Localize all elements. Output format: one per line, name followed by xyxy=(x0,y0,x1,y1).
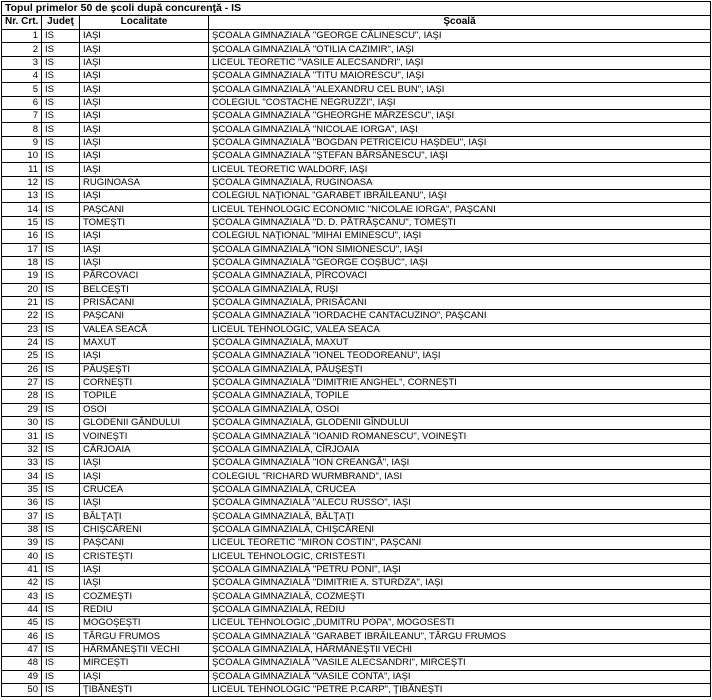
cell-scoala: ŞCOALA GIMNAZIALĂ "GEORGE COŞBUC", IAŞI xyxy=(209,256,711,269)
table-row xyxy=(2,336,711,349)
cell-scoala: ŞCOALA GIMNAZIALĂ "ION SIMIONESCU", IAŞI xyxy=(209,243,711,256)
cell-localitate: IAŞI xyxy=(80,190,209,203)
cell-localitate: IAŞI xyxy=(80,150,209,163)
cell-localitate: VALEA SEACĂ xyxy=(80,323,209,336)
cell-localitate: HĂRMĂNEŞTII VECHI xyxy=(80,643,209,656)
table-row xyxy=(2,443,711,456)
cell-judet: IS xyxy=(42,470,80,483)
table-row xyxy=(2,483,711,496)
table-row xyxy=(2,457,711,470)
cell-judet: IS xyxy=(42,550,80,563)
cell-localitate: TOMEŞTI xyxy=(80,216,209,229)
cell-localitate: ŢIBĂNEŞTI xyxy=(80,683,209,696)
cell-localitate: IAŞI xyxy=(80,457,209,470)
cell-scoala: ŞCOALA GIMNAZIALĂ "DIMITRIE A. STURDZA", IAŞI xyxy=(209,577,711,590)
cell-judet: IS xyxy=(42,176,80,189)
cell-localitate: IAŞI xyxy=(80,577,209,590)
table-row xyxy=(2,296,711,309)
cell-localitate: PAŞCANI xyxy=(80,537,209,550)
column-header-nr-crt: Nr. Crt. xyxy=(2,16,42,30)
cell-nr-crt: 46 xyxy=(2,630,42,643)
cell-scoala: ŞCOALA GIMNAZIALĂ "ION CREANGĂ", IAŞI xyxy=(209,457,711,470)
cell-nr-crt: 28 xyxy=(2,390,42,403)
cell-localitate: CRISTEŞTI xyxy=(80,550,209,563)
cell-scoala: ŞCOALA GIMNAZIALĂ "TITU MAIORESCU", IAŞI xyxy=(209,70,711,83)
cell-judet: IS xyxy=(42,323,80,336)
cell-judet: IS xyxy=(42,256,80,269)
cell-nr-crt: 16 xyxy=(2,230,42,243)
cell-scoala: LICEUL TEHNOLOGIC, CRISTESTI xyxy=(209,550,711,563)
table-row xyxy=(2,216,711,229)
cell-judet: IS xyxy=(42,136,80,149)
table-row xyxy=(2,390,711,403)
cell-judet: IS xyxy=(42,283,80,296)
cell-nr-crt: 4 xyxy=(2,70,42,83)
cell-nr-crt: 45 xyxy=(2,617,42,630)
cell-localitate: MIRCEŞTI xyxy=(80,657,209,670)
cell-localitate: RUGINOASA xyxy=(80,176,209,189)
cell-scoala: ŞCOALA GIMNAZIALĂ "BOGDAN PETRICEICU HAŞDEU", IAŞI xyxy=(209,136,711,149)
cell-nr-crt: 27 xyxy=(2,376,42,389)
cell-localitate: IAŞI xyxy=(80,96,209,109)
cell-localitate: IAŞI xyxy=(80,83,209,96)
cell-scoala: ŞCOALA GIMNAZIALĂ, CHIŞCĂRENI xyxy=(209,523,711,536)
cell-judet: IS xyxy=(42,603,80,616)
cell-scoala: ŞCOALA GIMNAZIALĂ, REDIU xyxy=(209,603,711,616)
table-row xyxy=(2,56,711,69)
cell-judet: IS xyxy=(42,416,80,429)
table-row xyxy=(2,363,711,376)
cell-nr-crt: 50 xyxy=(2,683,42,696)
cell-judet: IS xyxy=(42,270,80,283)
table-row xyxy=(2,350,711,363)
table-row xyxy=(2,283,711,296)
title-row xyxy=(2,2,711,16)
cell-judet: IS xyxy=(42,350,80,363)
cell-scoala: ŞCOALA GIMNAZIALĂ "VASILE CONTA", IAŞI xyxy=(209,670,711,683)
cell-scoala: ŞCOALA GIMNAZIALĂ, GLODENII GÎNDULUI xyxy=(209,416,711,429)
cell-localitate: IAŞI xyxy=(80,43,209,56)
table-row xyxy=(2,43,711,56)
cell-judet: IS xyxy=(42,150,80,163)
cell-localitate: IAŞI xyxy=(80,123,209,136)
cell-localitate: CORNEŞTI xyxy=(80,376,209,389)
cell-nr-crt: 36 xyxy=(2,497,42,510)
cell-judet: IS xyxy=(42,390,80,403)
cell-nr-crt: 13 xyxy=(2,190,42,203)
cell-nr-crt: 44 xyxy=(2,603,42,616)
cell-nr-crt: 31 xyxy=(2,430,42,443)
table-row xyxy=(2,537,711,550)
cell-nr-crt: 5 xyxy=(2,83,42,96)
cell-nr-crt: 29 xyxy=(2,403,42,416)
cell-scoala: ŞCOALA GIMNAZIALĂ, MAXUT xyxy=(209,336,711,349)
cell-nr-crt: 42 xyxy=(2,577,42,590)
cell-localitate: CÂRJOAIA xyxy=(80,443,209,456)
table-row xyxy=(2,256,711,269)
cell-localitate: IAŞI xyxy=(80,230,209,243)
table-row xyxy=(2,83,711,96)
cell-judet: IS xyxy=(42,243,80,256)
cell-nr-crt: 22 xyxy=(2,310,42,323)
cell-localitate: REDIU xyxy=(80,603,209,616)
cell-judet: IS xyxy=(42,670,80,683)
cell-judet: IS xyxy=(42,577,80,590)
table-row xyxy=(2,430,711,443)
column-header-judet: Judeţ xyxy=(42,16,80,30)
cell-localitate: PRISĂCANI xyxy=(80,296,209,309)
cell-judet: IS xyxy=(42,296,80,309)
cell-localitate: IAŞI xyxy=(80,497,209,510)
cell-localitate: MOGOŞEŞTI xyxy=(80,617,209,630)
cell-localitate: IAŞI xyxy=(80,163,209,176)
cell-localitate: IAŞI xyxy=(80,243,209,256)
table-row xyxy=(2,510,711,523)
cell-judet: IS xyxy=(42,523,80,536)
cell-localitate: TOPILE xyxy=(80,390,209,403)
cell-nr-crt: 41 xyxy=(2,563,42,576)
table-row xyxy=(2,163,711,176)
table-row xyxy=(2,643,711,656)
cell-nr-crt: 18 xyxy=(2,256,42,269)
cell-scoala: ŞCOALA GIMNAZIALĂ, TOPILE xyxy=(209,390,711,403)
cell-scoala: COLEGIUL "COSTACHE NEGRUZZI", IAŞI xyxy=(209,96,711,109)
cell-judet: IS xyxy=(42,56,80,69)
cell-judet: IS xyxy=(42,96,80,109)
cell-judet: IS xyxy=(42,216,80,229)
cell-localitate: PÂRCOVACI xyxy=(80,270,209,283)
cell-scoala: ŞCOALA GIMNAZIALĂ, HĂRMĂNEŞTII VECHI xyxy=(209,643,711,656)
table-row xyxy=(2,70,711,83)
table-row xyxy=(2,603,711,616)
table-row xyxy=(2,550,711,563)
table-row xyxy=(2,150,711,163)
cell-nr-crt: 14 xyxy=(2,203,42,216)
cell-localitate: IAŞI xyxy=(80,56,209,69)
table-row xyxy=(2,203,711,216)
cell-localitate: IAŞI xyxy=(80,110,209,123)
cell-nr-crt: 47 xyxy=(2,643,42,656)
cell-judet: IS xyxy=(42,457,80,470)
cell-nr-crt: 20 xyxy=(2,283,42,296)
cell-scoala: COLEGIUL "RICHARD WURMBRAND", IASI xyxy=(209,470,711,483)
table-row xyxy=(2,497,711,510)
cell-judet: IS xyxy=(42,43,80,56)
table-row xyxy=(2,416,711,429)
cell-scoala: ŞCOALA GIMNAZIALĂ "OTILIA CAZIMIR", IAŞI xyxy=(209,43,711,56)
cell-nr-crt: 25 xyxy=(2,350,42,363)
cell-scoala: COLEGIUL NAŢIONAL "GARABET IBRĂILEANU", IAŞI xyxy=(209,190,711,203)
cell-scoala: ŞCOALA GIMNAZIALĂ "ŞTEFAN BÂRSĂNESCU", IAŞI xyxy=(209,150,711,163)
header-row xyxy=(2,16,711,30)
table-row xyxy=(2,123,711,136)
cell-judet: IS xyxy=(42,643,80,656)
cell-nr-crt: 34 xyxy=(2,470,42,483)
table-row xyxy=(2,670,711,683)
cell-scoala: ŞCOALA GIMNAZIALĂ "DIMITRIE ANGHEL", CORNEŞTI xyxy=(209,376,711,389)
cell-nr-crt: 9 xyxy=(2,136,42,149)
cell-nr-crt: 17 xyxy=(2,243,42,256)
table-row xyxy=(2,136,711,149)
cell-judet: IS xyxy=(42,443,80,456)
cell-localitate: IAŞI xyxy=(80,470,209,483)
cell-nr-crt: 8 xyxy=(2,123,42,136)
cell-judet: IS xyxy=(42,70,80,83)
table-row xyxy=(2,590,711,603)
cell-nr-crt: 48 xyxy=(2,657,42,670)
cell-scoala: ŞCOALA GIMNAZIALĂ "NICOLAE IORGA", IAŞI xyxy=(209,123,711,136)
cell-scoala: LICEUL TEORETIC "VASILE ALECSANDRI", IAŞI xyxy=(209,56,711,69)
cell-scoala: ŞCOALA GIMNAZIALĂ "IONEL TEODOREANU", IAŞI xyxy=(209,350,711,363)
column-header-scoala: Şcoală xyxy=(209,16,711,30)
cell-judet: IS xyxy=(42,590,80,603)
cell-scoala: ŞCOALA GIMNAZIALĂ "PETRU PONI", IAŞI xyxy=(209,563,711,576)
table-row xyxy=(2,176,711,189)
cell-scoala: LICEUL TEORETIC "MIRON COSTIN", PAŞCANI xyxy=(209,537,711,550)
cell-nr-crt: 33 xyxy=(2,457,42,470)
table-row xyxy=(2,470,711,483)
cell-scoala: ŞCOALA GIMNAZIALĂ "IORDACHE CANTACUZINO", PAŞCANI xyxy=(209,310,711,323)
table-row xyxy=(2,577,711,590)
cell-nr-crt: 11 xyxy=(2,163,42,176)
cell-nr-crt: 26 xyxy=(2,363,42,376)
cell-judet: IS xyxy=(42,403,80,416)
table-row xyxy=(2,110,711,123)
cell-judet: IS xyxy=(42,336,80,349)
cell-judet: IS xyxy=(42,190,80,203)
cell-judet: IS xyxy=(42,497,80,510)
cell-nr-crt: 2 xyxy=(2,43,42,56)
cell-localitate: MAXUT xyxy=(80,336,209,349)
cell-nr-crt: 43 xyxy=(2,590,42,603)
cell-scoala: ŞCOALA GIMNAZIALĂ "GEORGE CĂLINESCU", IAŞI xyxy=(209,30,711,43)
cell-nr-crt: 12 xyxy=(2,176,42,189)
cell-scoala: ŞCOALA GIMNAZIALĂ, OSOI xyxy=(209,403,711,416)
table-row xyxy=(2,96,711,109)
table-row xyxy=(2,403,711,416)
cell-localitate: TÂRGU FRUMOS xyxy=(80,630,209,643)
cell-nr-crt: 40 xyxy=(2,550,42,563)
cell-localitate: CHIŞCĂRENI xyxy=(80,523,209,536)
cell-scoala: LICEUL TEHNOLOGIC, VALEA SEACA xyxy=(209,323,711,336)
table-row xyxy=(2,323,711,336)
table-row xyxy=(2,243,711,256)
cell-scoala: ŞCOALA GIMNAZIALĂ "ALECU RUSSO", IAŞI xyxy=(209,497,711,510)
cell-judet: IS xyxy=(42,230,80,243)
cell-nr-crt: 39 xyxy=(2,537,42,550)
cell-nr-crt: 37 xyxy=(2,510,42,523)
page-title: Topul primelor 50 de şcoli după concurenţă - IS xyxy=(2,2,711,16)
cell-scoala: ŞCOALA GIMNAZIALĂ, BĂLŢAŢI xyxy=(209,510,711,523)
cell-judet: IS xyxy=(42,30,80,43)
table-row xyxy=(2,683,711,696)
cell-nr-crt: 30 xyxy=(2,416,42,429)
schools-table xyxy=(1,1,711,697)
cell-localitate: IAŞI xyxy=(80,30,209,43)
cell-scoala: ŞCOALA GIMNAZIALĂ, PĂUŞEŞTI xyxy=(209,363,711,376)
cell-judet: IS xyxy=(42,630,80,643)
cell-scoala: ŞCOALA GIMNAZIALĂ, RUGINOASA xyxy=(209,176,711,189)
cell-scoala: ŞCOALA GIMNAZIALĂ, CÎRJOAIA xyxy=(209,443,711,456)
cell-scoala: ŞCOALA GIMNAZIALĂ "ALEXANDRU CEL BUN", IAŞI xyxy=(209,83,711,96)
cell-judet: IS xyxy=(42,363,80,376)
cell-judet: IS xyxy=(42,563,80,576)
cell-nr-crt: 49 xyxy=(2,670,42,683)
cell-scoala: LICEUL TEORETIC WALDORF, IAŞI xyxy=(209,163,711,176)
cell-nr-crt: 3 xyxy=(2,56,42,69)
table-row xyxy=(2,657,711,670)
cell-scoala: ŞCOALA GIMNAZIALĂ "GARABET IBRĂILEANU", TÂRGU FRUMOS xyxy=(209,630,711,643)
cell-localitate: GLODENII GÂNDULUI xyxy=(80,416,209,429)
table-row xyxy=(2,190,711,203)
cell-judet: IS xyxy=(42,430,80,443)
table-row xyxy=(2,376,711,389)
cell-scoala: ŞCOALA GIMNAZIALĂ "GHEORGHE MÂRZESCU", IAŞI xyxy=(209,110,711,123)
cell-localitate: CRUCEA xyxy=(80,483,209,496)
cell-nr-crt: 19 xyxy=(2,270,42,283)
cell-judet: IS xyxy=(42,617,80,630)
cell-judet: IS xyxy=(42,510,80,523)
cell-nr-crt: 1 xyxy=(2,30,42,43)
cell-localitate: IAŞI xyxy=(80,350,209,363)
cell-localitate: PAŞCANI xyxy=(80,310,209,323)
cell-nr-crt: 35 xyxy=(2,483,42,496)
cell-localitate: IAŞI xyxy=(80,70,209,83)
table-row xyxy=(2,270,711,283)
cell-judet: IS xyxy=(42,683,80,696)
cell-nr-crt: 6 xyxy=(2,96,42,109)
cell-nr-crt: 24 xyxy=(2,336,42,349)
cell-scoala: ŞCOALA GIMNAZIALĂ, COZMEŞTI xyxy=(209,590,711,603)
cell-scoala: ŞCOALA GIMNAZIALĂ "VASILE ALECSANDRI", MIRCEŞTI xyxy=(209,657,711,670)
cell-localitate: PAŞCANI xyxy=(80,203,209,216)
cell-localitate: VOINEŞTI xyxy=(80,430,209,443)
cell-scoala: LICEUL TEHNOLOGIC ECONOMIC "NICOLAE IORGA", PAŞCANI xyxy=(209,203,711,216)
cell-judet: IS xyxy=(42,110,80,123)
cell-localitate: IAŞI xyxy=(80,256,209,269)
cell-scoala: ŞCOALA GIMNAZIALĂ, RUŞI xyxy=(209,283,711,296)
column-header-localitate: Localitate xyxy=(80,16,209,30)
cell-localitate: IAŞI xyxy=(80,136,209,149)
cell-localitate: PĂUŞEŞTI xyxy=(80,363,209,376)
table-row xyxy=(2,30,711,43)
cell-nr-crt: 38 xyxy=(2,523,42,536)
table-row xyxy=(2,310,711,323)
cell-judet: IS xyxy=(42,123,80,136)
cell-scoala: COLEGIUL NAŢIONAL "MIHAI EMINESCU", IAŞI xyxy=(209,230,711,243)
table-row xyxy=(2,630,711,643)
cell-scoala: ŞCOALA GIMNAZIALĂ, PÎRCOVACI xyxy=(209,270,711,283)
cell-judet: IS xyxy=(42,310,80,323)
cell-nr-crt: 7 xyxy=(2,110,42,123)
table-row xyxy=(2,523,711,536)
cell-scoala: LICEUL TEHNOLOGIC "PETRE P.CARP", ŢIBĂNEŞTI xyxy=(209,683,711,696)
table-row xyxy=(2,617,711,630)
cell-nr-crt: 21 xyxy=(2,296,42,309)
cell-judet: IS xyxy=(42,483,80,496)
cell-localitate: OSOI xyxy=(80,403,209,416)
cell-judet: IS xyxy=(42,537,80,550)
cell-localitate: IAŞI xyxy=(80,670,209,683)
cell-scoala: ŞCOALA GIMNAZIALĂ, PRISĂCANI xyxy=(209,296,711,309)
cell-nr-crt: 15 xyxy=(2,216,42,229)
cell-judet: IS xyxy=(42,163,80,176)
cell-localitate: IAŞI xyxy=(80,563,209,576)
cell-judet: IS xyxy=(42,203,80,216)
cell-scoala: ŞCOALA GIMNAZIALĂ "D. D. PĂTRĂŞCANU", TOMEŞTI xyxy=(209,216,711,229)
cell-nr-crt: 23 xyxy=(2,323,42,336)
cell-judet: IS xyxy=(42,657,80,670)
cell-scoala: LICEUL TEHNOLOGIC „DUMITRU POPA", MOGOSESTI xyxy=(209,617,711,630)
cell-scoala: ŞCOALA GIMNAZIALĂ "IOANID ROMANESCU", VOINEŞTI xyxy=(209,430,711,443)
cell-localitate: BELCEŞTI xyxy=(80,283,209,296)
cell-localitate: COZMEŞTI xyxy=(80,590,209,603)
cell-scoala: ŞCOALA GIMNAZIALĂ, CRUCEA xyxy=(209,483,711,496)
table-row xyxy=(2,230,711,243)
cell-judet: IS xyxy=(42,376,80,389)
schools-table-body xyxy=(2,30,711,697)
cell-nr-crt: 32 xyxy=(2,443,42,456)
cell-judet: IS xyxy=(42,83,80,96)
table-row xyxy=(2,563,711,576)
cell-localitate: BĂLŢAŢI xyxy=(80,510,209,523)
cell-nr-crt: 10 xyxy=(2,150,42,163)
